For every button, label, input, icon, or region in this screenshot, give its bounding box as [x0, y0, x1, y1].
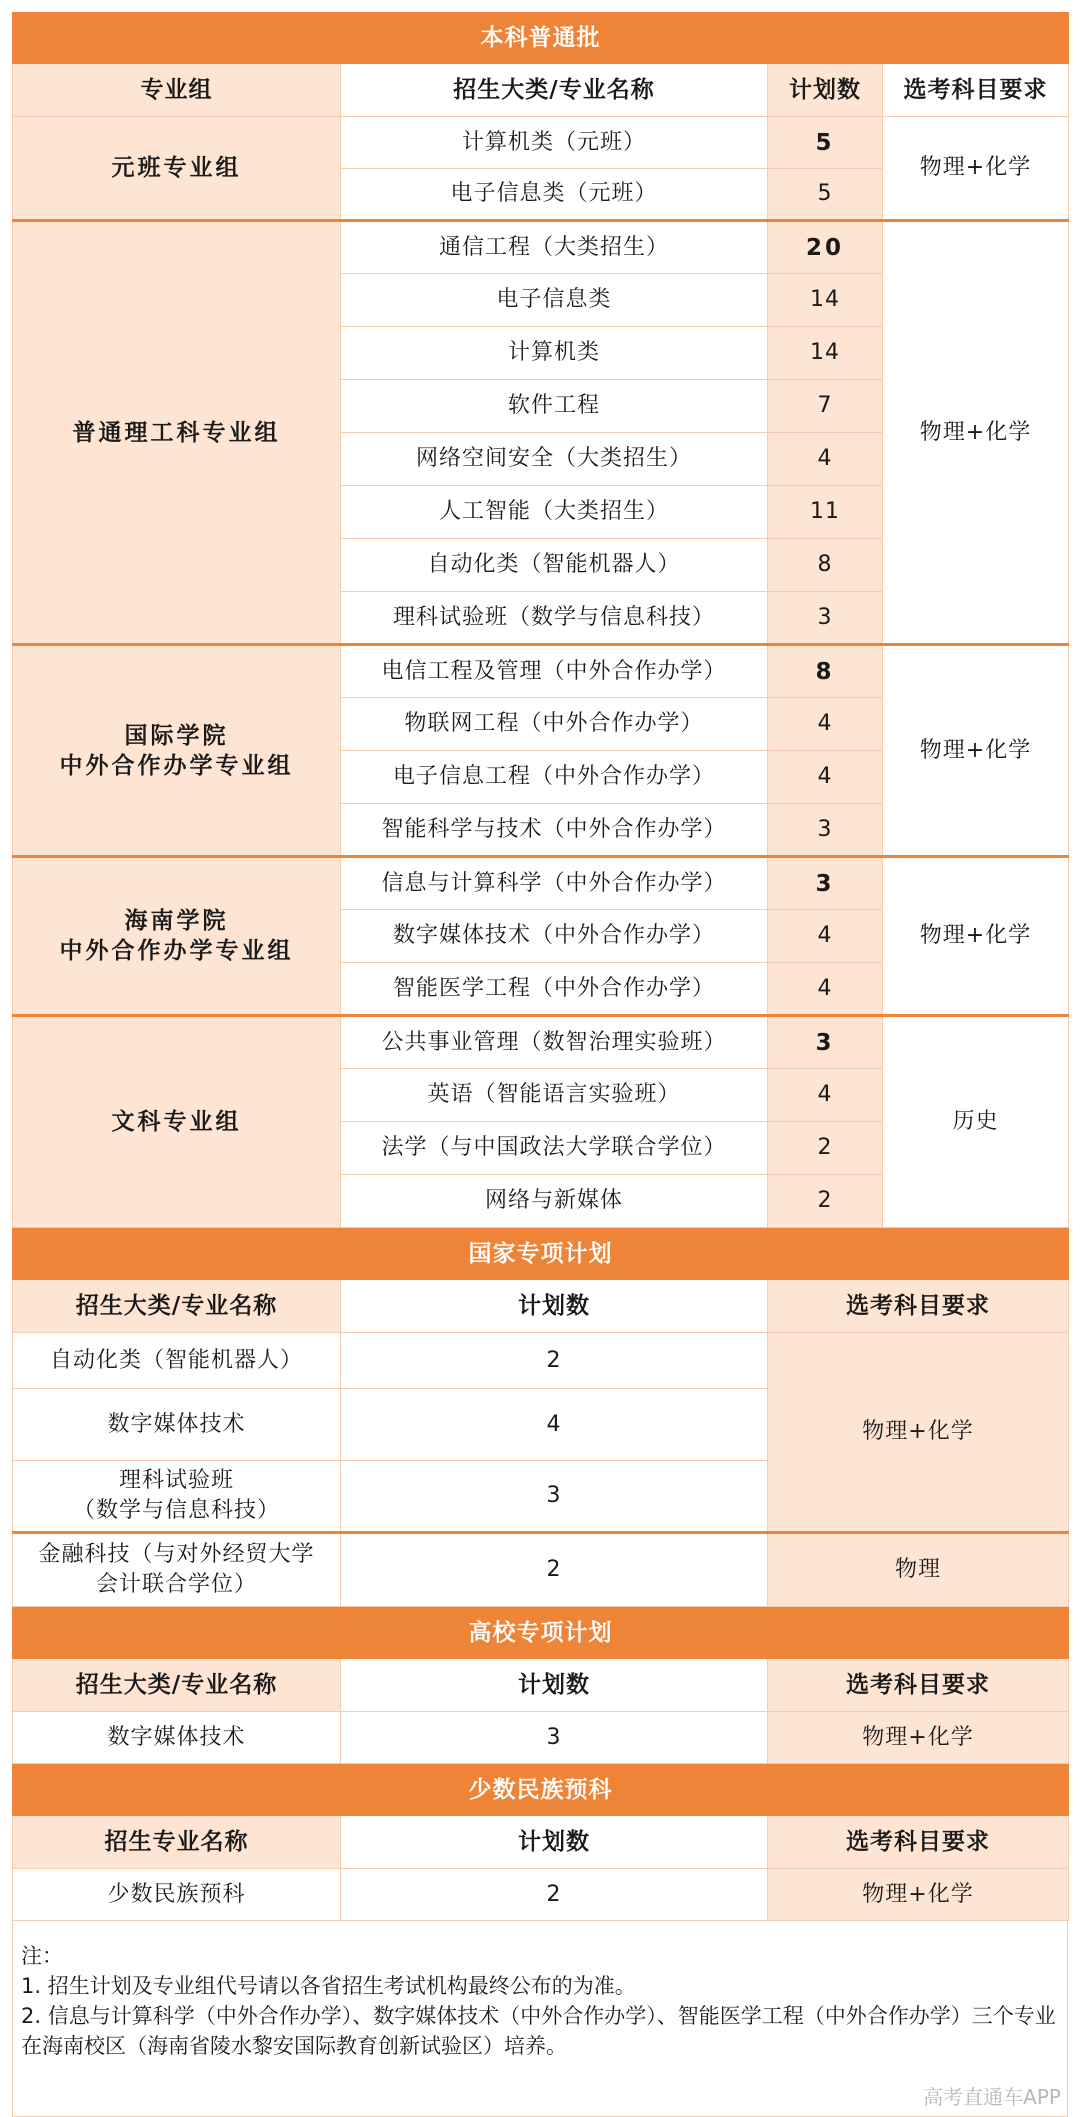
group-name-line: 中外合作办学专业组: [59, 938, 294, 964]
group-name: [13, 857, 341, 1016]
column-header: 招生专业名称: [13, 1816, 341, 1869]
group-name: 普通理工科专业组: [13, 221, 341, 645]
subject-requirement: 物理+化学: [768, 1333, 1069, 1533]
major-name: 少数民族预科: [13, 1869, 341, 1921]
plan-count: 4: [768, 433, 883, 486]
column-header: 计划数: [341, 1659, 768, 1712]
note-item: 1. 招生计划及专业组代号请以各省招生考试机构最终公布的为准。: [21, 1974, 636, 1998]
column-header: 招生大类/专业名称: [13, 1280, 341, 1333]
group-name-line: 国际学院: [124, 722, 229, 749]
watermark: 高考直通车APP: [923, 2085, 1061, 2109]
major-name: 电信工程及管理（中外合作办学）: [341, 645, 768, 698]
plan-count: 2: [341, 1533, 768, 1607]
plan-count: 4: [768, 910, 883, 963]
major-name: 软件工程: [341, 380, 768, 433]
notes-label: 注：: [21, 1944, 63, 1968]
major-name: 信息与计算科学（中外合作办学）: [341, 857, 768, 910]
subject-requirement: 物理+化学: [883, 645, 1069, 857]
column-header: 招生大类/专业名称: [341, 64, 768, 117]
plan-count: 8: [768, 645, 883, 698]
group-name: 元班专业组: [13, 117, 341, 221]
plan-count: 5: [768, 169, 883, 221]
plan-count: 3: [341, 1461, 768, 1533]
column-header: 选考科目要求: [768, 1816, 1069, 1869]
column-header: 计划数: [768, 64, 883, 117]
group-name-line: 海南学院: [124, 908, 229, 934]
major-name: 法学（与中国政法大学联合学位）: [341, 1122, 768, 1175]
group-name: [13, 645, 341, 857]
note-item: 2. 信息与计算科学（中外合作办学）、数字媒体技术（中外合作办学）、智能医学工程（中外合作办学）三个专业在海南校区（海南省陵水黎安国际教育创新试验区）培养。: [21, 2004, 1056, 2058]
column-header: 招生大类/专业名称: [13, 1659, 341, 1712]
section-title: 高校专项计划: [13, 1608, 1069, 1659]
major-name: 通信工程（大类招生）: [341, 221, 768, 274]
major-name: 数字媒体技术: [13, 1389, 341, 1461]
major-name-line: （数学与信息科技）: [72, 1498, 280, 1523]
subject-requirement: 物理+化学: [883, 221, 1069, 645]
section-title: 本科普通批: [13, 13, 1069, 64]
plan-count: 5: [768, 117, 883, 169]
major-name: 公共事业管理（数智治理实验班）: [341, 1016, 768, 1069]
subject-requirement: 物理: [768, 1533, 1069, 1607]
column-header: 计划数: [341, 1816, 768, 1869]
plan-count: 14: [768, 274, 883, 327]
plan-count: 3: [768, 857, 883, 910]
plan-count: 4: [768, 698, 883, 751]
major-name: 网络空间安全（大类招生）: [341, 433, 768, 486]
plan-count: 11: [768, 486, 883, 539]
group-name: 文科专业组: [13, 1016, 341, 1228]
major-name: 数字媒体技术（中外合作办学）: [341, 910, 768, 963]
plan-count: 2: [768, 1122, 883, 1175]
major-name: 数字媒体技术: [13, 1712, 341, 1764]
column-header: 计划数: [341, 1280, 768, 1333]
major-name: 人工智能（大类招生）: [341, 486, 768, 539]
major-name: 电子信息类: [341, 274, 768, 327]
major-name: 计算机类: [341, 327, 768, 380]
plan-count: 4: [341, 1389, 768, 1461]
column-header: 专业组: [13, 64, 341, 117]
section-title: 国家专项计划: [13, 1229, 1069, 1280]
major-name: 电子信息类（元班）: [341, 169, 768, 221]
major-name: 计算机类（元班）: [341, 117, 768, 169]
major-name: 物联网工程（中外合作办学）: [341, 698, 768, 751]
major-name-line: 会计联合学位）: [95, 1572, 257, 1597]
plan-count: 3: [768, 804, 883, 857]
subject-requirement: 物理+化学: [768, 1869, 1069, 1921]
notes-section: [12, 1921, 1068, 2117]
plan-count: 4: [768, 963, 883, 1016]
subject-requirement: 历史: [883, 1016, 1069, 1228]
column-header: 选考科目要求: [883, 64, 1069, 117]
plan-count: 4: [768, 751, 883, 804]
plan-count: 7: [768, 380, 883, 433]
plan-count: 3: [768, 1016, 883, 1069]
plan-count: 2: [768, 1175, 883, 1228]
regular-batch-table: [12, 12, 1069, 1228]
plan-count: 4: [768, 1069, 883, 1122]
subject-requirement: 物理+化学: [768, 1712, 1069, 1764]
plan-count: 8: [768, 539, 883, 592]
subject-requirement: 物理+化学: [883, 857, 1069, 1016]
plan-count: 20: [768, 221, 883, 274]
major-name: 智能科学与技术（中外合作办学）: [341, 804, 768, 857]
major-name: 英语（智能语言实验班）: [341, 1069, 768, 1122]
plan-count: 2: [341, 1333, 768, 1389]
minority-preparatory-table: [12, 1764, 1069, 1921]
plan-count: 14: [768, 327, 883, 380]
major-name: 自动化类（智能机器人）: [341, 539, 768, 592]
subject-requirement: 物理+化学: [883, 117, 1069, 221]
plan-count: 2: [341, 1869, 768, 1921]
major-name-line: 理科试验班: [118, 1468, 234, 1493]
national-special-plan-table: [12, 1228, 1069, 1607]
plan-count: 3: [768, 592, 883, 645]
column-header: 选考科目要求: [768, 1659, 1069, 1712]
major-name: 电子信息工程（中外合作办学）: [341, 751, 768, 804]
major-name-line: 金融科技（与对外经贸大学: [38, 1542, 315, 1567]
plan-count: 3: [341, 1712, 768, 1764]
major-name: [13, 1533, 341, 1607]
major-name: 理科试验班（数学与信息科技）: [341, 592, 768, 645]
major-name: 自动化类（智能机器人）: [13, 1333, 341, 1389]
major-name: 网络与新媒体: [341, 1175, 768, 1228]
university-special-plan-table: [12, 1607, 1069, 1764]
admission-plan-document: [12, 12, 1068, 2117]
column-header: 选考科目要求: [768, 1280, 1069, 1333]
major-name: [13, 1461, 341, 1533]
group-name-line: 中外合作办学专业组: [59, 752, 294, 779]
major-name: 智能医学工程（中外合作办学）: [341, 963, 768, 1016]
section-title: 少数民族预科: [13, 1765, 1069, 1816]
